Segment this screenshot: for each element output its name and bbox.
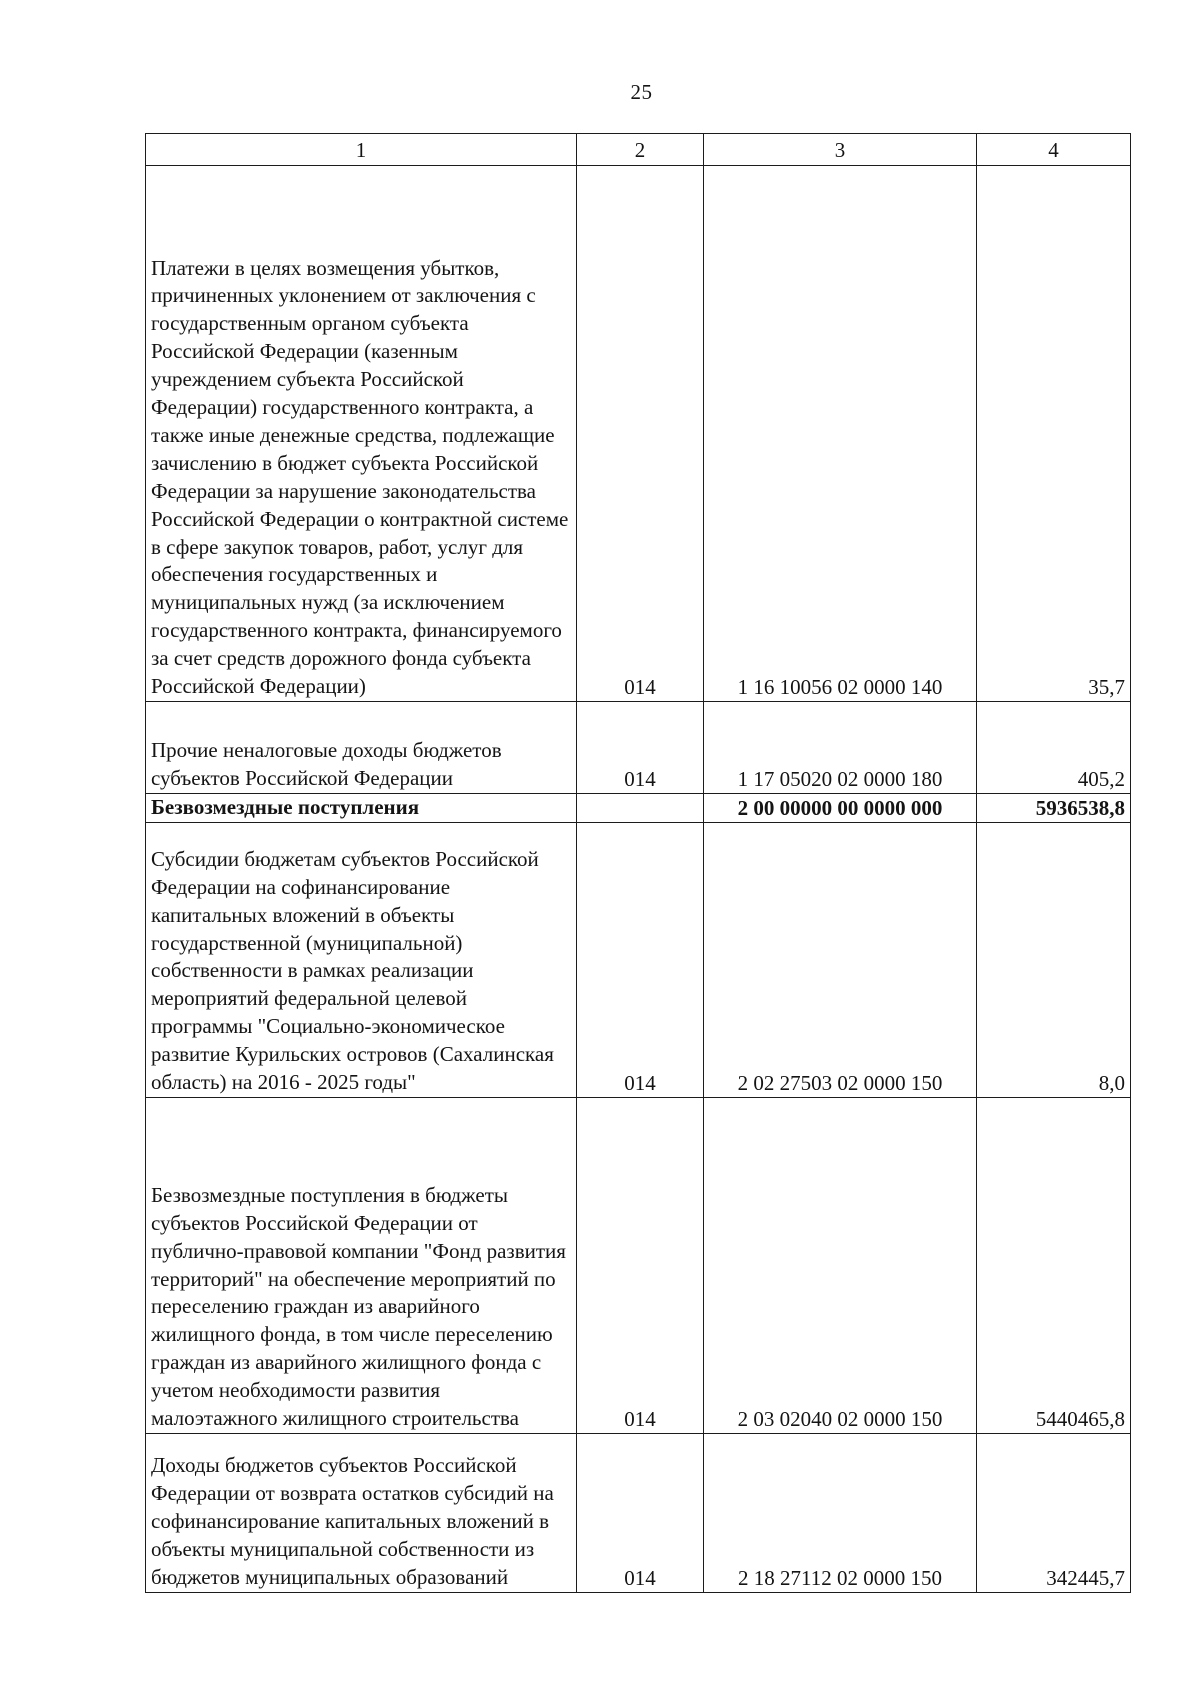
row-name: Безвозмездные поступления в бюджеты субъектов Российской Федерации от публично-правовой компании "Фонд развития территорий" на обеспечение мероприятий по переселению граждан из аварийного жилищного фонда, в том числе переселению граждан из аварийного жилищного фонда с учетом необходимости развития малоэтажного жилищного строительства [146,1098,577,1434]
table-row [146,702,1131,794]
row-name: Безвозмездные поступления [146,794,577,823]
table-row [146,1434,1131,1593]
row-admin-code: 014 [577,1434,704,1593]
row-admin-code: 014 [577,1098,704,1434]
row-budget-code: 2 02 27503 02 0000 150 [704,823,977,1098]
row-amount: 342445,7 [977,1434,1131,1593]
table-row [146,166,1131,702]
row-name: Субсидии бюджетам субъектов Российской Федерации на софинансирование капитальных вложений в объекты государственной (муниципальной) собственности в рамках реализации мероприятий федеральной целевой программы "Социально-экономическое развитие Курильских островов (Сахалинская область) на 2016 - 2025 годы" [146,823,577,1098]
row-budget-code: 2 00 00000 00 0000 000 [704,794,977,823]
column-header-1: 1 [146,134,577,166]
row-name: Платежи в целях возмещения убытков, причиненных уклонением от заключения с государственным органом субъекта Российской Федерации (казенным учреждением субъекта Российской Федерации) государственного контракта, а также иные денежные средства, подлежащие зачислению в бюджет субъекта Российской Федерации за нарушение законодательства Российской Федерации о контрактной системе в сфере закупок товаров, работ, услуг для обеспечения государственных и муниципальных нужд (за исключением государственного контракта, финансируемого за счет средств дорожного фонда субъекта Российской Федерации) [146,166,577,702]
row-amount: 8,0 [977,823,1131,1098]
row-amount: 5936538,8 [977,794,1131,823]
table-row [146,823,1131,1098]
row-budget-code: 1 16 10056 02 0000 140 [704,166,977,702]
row-admin-code: 014 [577,702,704,794]
row-admin-code [577,794,704,823]
row-budget-code: 2 18 27112 02 0000 150 [704,1434,977,1593]
row-admin-code: 014 [577,166,704,702]
row-budget-code: 2 03 02040 02 0000 150 [704,1098,977,1434]
table-header-row [146,134,1131,166]
row-amount: 35,7 [977,166,1131,702]
table-row [146,1098,1131,1434]
row-budget-code: 1 17 05020 02 0000 180 [704,702,977,794]
row-amount: 405,2 [977,702,1131,794]
row-name: Доходы бюджетов субъектов Российской Федерации от возврата остатков субсидий на софинансирование капитальных вложений в объекты муниципальной собственности из бюджетов муниципальных образований [146,1434,577,1593]
revenue-table [145,133,1131,1593]
column-header-2: 2 [577,134,704,166]
column-header-3: 3 [704,134,977,166]
row-admin-code: 014 [577,823,704,1098]
row-amount: 5440465,8 [977,1098,1131,1434]
page-number: 25 [630,80,653,104]
table-row-total [146,794,1131,823]
row-name: Прочие неналоговые доходы бюджетов субъектов Российской Федерации [146,702,577,794]
column-header-4: 4 [977,134,1131,166]
